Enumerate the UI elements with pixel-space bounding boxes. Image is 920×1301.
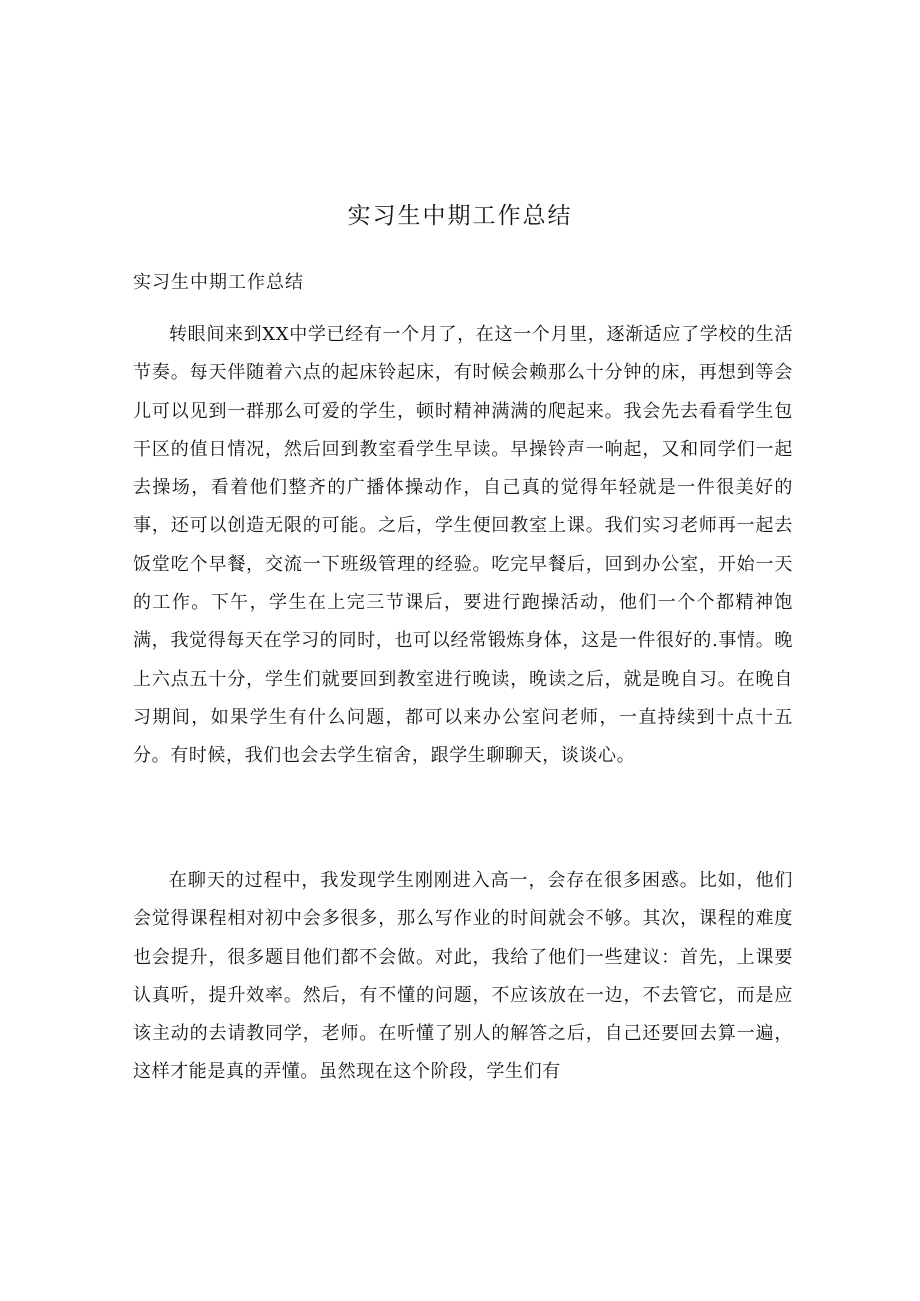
document-subtitle: 实习生中期工作总结 (133, 272, 304, 293)
paragraph-2: 在聊天的过程中，我发现学生刚刚进入高一，会存在很多困惑。比如，他们会觉得课程相对初中会多很多，那么写作业的时间就会不够。其次，课程的难度也会提升，很多题目他们都不会做。对此，我给了他们一些建议：首先，上课要认真听，提升效率。然后，有不懂的问题，不应该放在一边，不去管它，而是应该主动的去请教同学，老师。在听懂了别人的解答之后，自己还要回去算一遍，这样才能是真的弄懂。虽然现在这个阶段，学生们有 (133, 870, 793, 1083)
paragraph-1: 转眼间来到XX中学已经有一个月了，在这一个月里，逐渐适应了学校的生活节奏。每天伴随着六点的起床铃起床，有时候会赖那么十分钟的床，再想到等会儿可以见到一群那么可爱的学生，顿时精神满满的爬起来。我会先去看看学生包干区的值日情况，然后回到教室看学生早读。早操铃声一响起，又和同学们一起去操场，看着他们整齐的广播体操动作，自己真的觉得年轻就是一件很美好的事，还可以创造无限的可能。之后，学生便回教室上课。我们实习老师再一起去饭堂吃个早餐，交流一下班级管理的经验。吃完早餐后，回到办公室，开始一天的工作。下午，学生在上完三节课后，要进行跑操活动，他们一个个都精神饱满，我觉得每天在学习的同时，也可以经常锻炼身体，这是一件很好的.事情。晚上六点五十分，学生们就要回到教室进行晚读，晚读之后，就是晚自习。在晚自习期间，如果学生有什么问题，都可以来办公室问老师，一直持续到十点十五分。有时候，我们也会去学生宿舍，跟学生聊聊天，谈谈心。 (133, 324, 793, 767)
document-title: 实习生中期工作总结 (347, 203, 573, 229)
